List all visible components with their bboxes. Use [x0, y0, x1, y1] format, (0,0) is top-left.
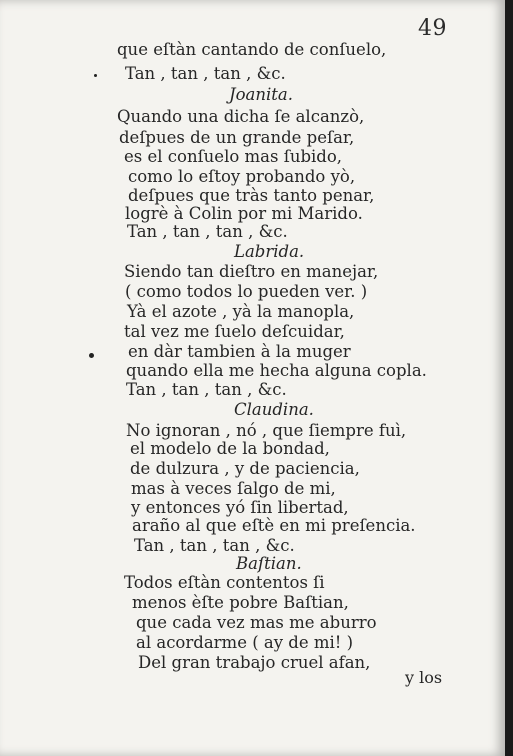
- verse-line: logrè à Colin por mi Marido.: [125, 204, 363, 223]
- speaker-name: Joanita.: [229, 85, 294, 104]
- verse-line: Del gran trabajo cruel afan,: [138, 653, 371, 672]
- verse-line: deſpues de un grande peſar,: [119, 128, 355, 147]
- verse-line: que cada vez mas me aburro: [136, 613, 377, 632]
- verse-line: araño al que eſtè en mi preſencia.: [132, 516, 416, 535]
- speaker-name: Claudina.: [234, 400, 314, 419]
- ink-speck: [94, 74, 97, 77]
- verse-line: Quando una dicha ſe alcanzò,: [117, 107, 365, 126]
- verse-line: mas à veces ſalgo de mi,: [131, 479, 336, 498]
- verse-line: Todos eſtàn contentos ſi: [124, 573, 325, 592]
- verse-line: Tan , tan , tan , &c.: [127, 222, 288, 241]
- verse-line: el modelo de la bondad,: [130, 439, 330, 458]
- verse-line: al acordarme ( ay de mi! ): [136, 633, 354, 652]
- verse-line: No ignoran , nó , que ſiempre fuì,: [126, 421, 407, 440]
- speaker-name: Baſtian.: [236, 554, 302, 573]
- verse-line: que eſtàn cantando de conſuelo,: [117, 40, 387, 59]
- verse-line: deſpues que tràs tanto penar,: [128, 186, 375, 205]
- verse-line: tal vez me ſuelo deſcuidar,: [124, 322, 345, 341]
- speaker-name: Labrida.: [234, 242, 305, 261]
- verse-line: Tan , tan , tan , &c.: [125, 64, 286, 83]
- verse-line: Tan , tan , tan , &c.: [134, 536, 295, 555]
- ink-speck: [89, 353, 94, 358]
- page-number: 49: [418, 16, 447, 41]
- verse-line: ( como todos lo pueden ver. ): [125, 282, 368, 301]
- verse-line: quando ella me hecha alguna copla.: [126, 361, 427, 380]
- verse-line: menos èſte pobre Baſtian,: [132, 593, 349, 612]
- verse-line: Siendo tan dieſtro en manejar,: [124, 262, 379, 281]
- catchword: y los: [405, 668, 443, 687]
- verse-line: de dulzura , y de paciencia,: [130, 459, 360, 478]
- verse-line: y entonces yó ſin libertad,: [131, 498, 349, 517]
- verse-line: como lo eſtoy probando yò,: [128, 167, 356, 186]
- verse-line: Tan , tan , tan , &c.: [126, 380, 287, 399]
- verse-line: Yà el azote , yà la manopla,: [127, 302, 355, 321]
- verse-line: es el conſuelo mas ſubido,: [124, 147, 343, 166]
- verse-line: en dàr tambien à la muger: [128, 342, 351, 361]
